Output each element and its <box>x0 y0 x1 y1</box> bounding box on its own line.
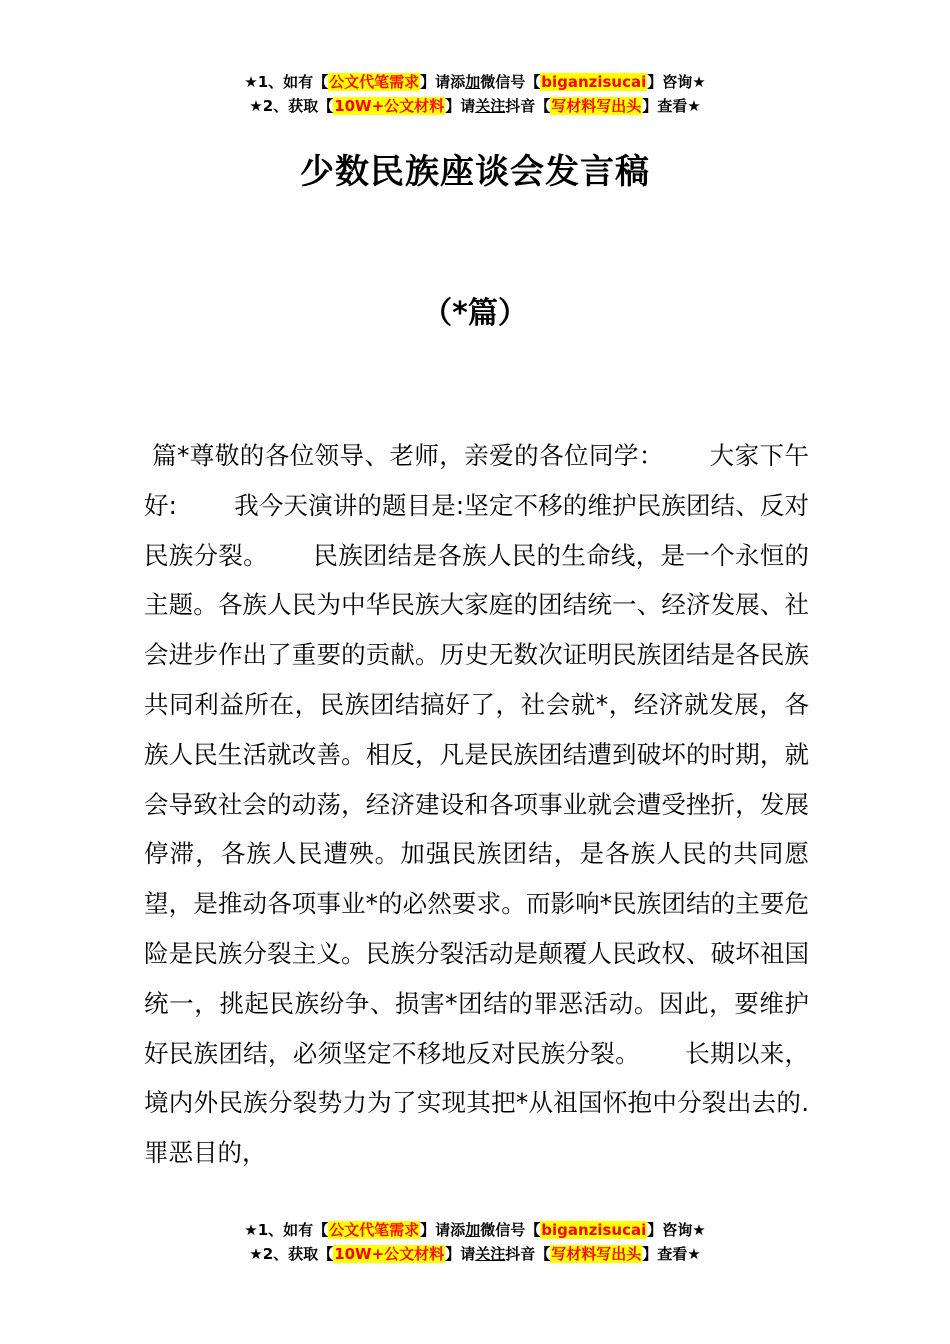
promo-text: 】查看★ <box>642 1245 701 1263</box>
promo-line-2 <box>0 94 950 118</box>
promo-highlight-wechat: biganzisucai <box>541 1221 647 1239</box>
promo-text: 】请 <box>445 1245 476 1263</box>
promo-highlight-douyin: 写材料写出头 <box>551 1245 642 1263</box>
promo-text: 抖音【 <box>505 97 551 115</box>
promo-text: ★2、获取【 <box>249 97 334 115</box>
promo-underline: 关注 <box>475 97 506 115</box>
promo-line-2 <box>0 1242 950 1266</box>
document-subtitle: （*篇） <box>422 296 528 331</box>
promo-text: 微信号【 <box>480 73 541 91</box>
promo-text: 微信号【 <box>480 1221 541 1239</box>
document-body: 篇*尊敬的各位领导、老师，亲爱的各位同学： 大家下午好: 我今天演讲的题目是:坚定不移的维护民族团结、反对民族分裂。 民族团结是各族人民的生命线，是一个永恒的主题。各族人民为中华民族大家庭的团结统一、经济发展、社会进步作出了重要的贡献。历史无数次证明民族团结是各民族共同利益所在，民族团结搞好了，社会就*，经济就发展，各族人民生活就改善。相反，凡是民族团结遭到破坏的时期，就会导致社会的动荡，经济建设和各项事业就会遭受挫折，发展停滞，各族人民遭殃。加强民族团结，是各族人民的共同愿望，是推动各项事业*的必然要求。而影响*民族团结的主要危险是民族分裂主义。民族分裂活动是颠覆人民政权、破坏祖国统一，挑起民族纷争、损害*团结的罪恶活动。因此，要维护好民族团结，必须坚定不移地反对民族分裂。 长期以来，境内外民族分裂势力为了实现其把*从祖国怀抱中分裂出去的.罪恶目的， <box>144 441 809 1168</box>
promo-line-1 <box>0 1218 950 1242</box>
promo-text: ★1、如有【 <box>244 1221 329 1239</box>
promo-text: ★1、如有【 <box>244 73 329 91</box>
promo-underline: 加 <box>465 73 481 91</box>
promo-highlight-service: 公文代笔需求 <box>329 1221 420 1239</box>
promo-highlight-service: 公文代笔需求 <box>329 73 420 91</box>
header-promo <box>0 70 950 118</box>
promo-text: 】咨询★ <box>647 1221 706 1239</box>
promo-text: 】查看★ <box>642 97 701 115</box>
promo-text: ★2、获取【 <box>249 1245 334 1263</box>
promo-line-1 <box>0 70 950 94</box>
promo-highlight-douyin: 写材料写出头 <box>551 97 642 115</box>
promo-text: 】请 <box>445 97 476 115</box>
promo-highlight-wechat: biganzisucai <box>541 73 647 91</box>
promo-highlight-materials: 10W+公文材料 <box>334 97 445 115</box>
promo-text: 】请添 <box>420 73 466 91</box>
promo-text: 】咨询★ <box>647 73 706 91</box>
promo-text: 】请添 <box>420 1221 466 1239</box>
footer-promo <box>0 1218 950 1266</box>
promo-text: 抖音【 <box>505 1245 551 1263</box>
document-title: 少数民族座谈会发言稿 <box>300 152 650 192</box>
promo-highlight-materials: 10W+公文材料 <box>334 1245 445 1263</box>
promo-underline: 加 <box>465 1221 481 1239</box>
promo-underline: 关注 <box>475 1245 506 1263</box>
